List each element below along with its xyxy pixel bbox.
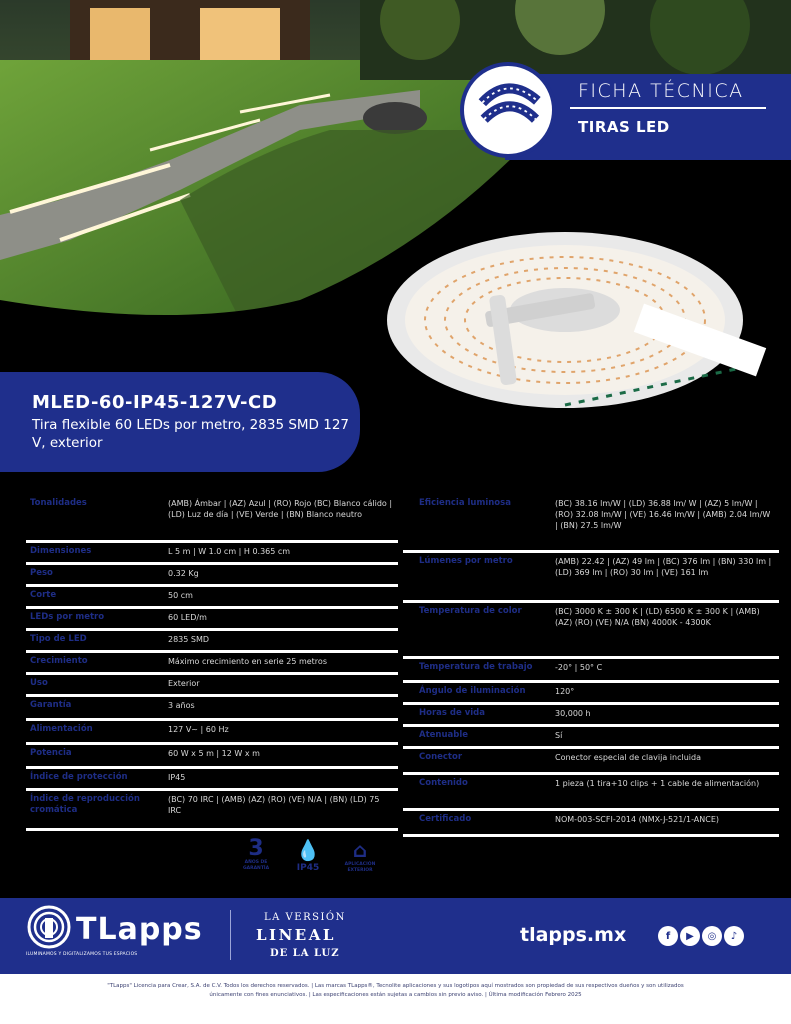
slogan-line-2: LINEAL [256,926,336,944]
led-strip-reel-image [385,225,775,425]
spec-value: NOM-003-SCFI-2014 (NMX-J-521/1-ANCE) [555,815,720,824]
footer-divider [230,910,231,960]
product-line-label: TIRAS LED [578,118,670,136]
spec-row [26,745,398,769]
water-drop-icon: 💧 [295,838,321,862]
spec-row [26,631,398,653]
spec-value: -20° | 50° C [555,663,603,672]
slogan-line-3: DE LA LUZ [270,948,340,959]
spec-value: (BC) 70 IRC | (AMB) (AZ) (RO) (VE) N/A | (BN) (LD) 75 IRC [168,795,380,815]
spec-value: 2835 SMD [168,635,210,644]
instagram-icon[interactable]: ◎ [702,926,722,946]
spec-value: (BC) 3000 K ± 300 K | (LD) 6500 K ± 300 K | (AMB) (AZ) (RO) (VE) N/A (BN) 4000K - 4300K [555,607,760,627]
spec-label: Alimentación [30,724,93,734]
spec-value: Sí [555,731,563,740]
spec-row [26,653,398,675]
facebook-icon[interactable]: f [658,926,678,946]
slogan-line-1: LA VERSIÓN [264,912,346,923]
warranty-label: AÑOS DE GARANTÍA [242,860,270,871]
spec-row [26,791,398,831]
spec-value: Exterior [168,679,200,688]
spec-row [403,683,779,705]
legal-line-1: "TLapps" Licencia para Crear, S.A. de C.V. Todos los derechos reservados. | Las marcas TLapps®, Tecnolite aplicaciones y sus logotipos aquí mostrados son propiedad de sus respectivos dueños y son utilizados [107,983,684,989]
spec-row [26,587,398,609]
spec-label: Corte [30,590,57,600]
legal-line-2: únicamente con fines enunciativos. | Las especificaciones están sujetas a cambios sin previo aviso. | Última modificación Febrero 2025 [209,992,582,998]
spec-label: Tipo de LED [30,634,87,644]
spec-label: Dimensiones [30,546,92,556]
spec-label: Garantía [30,700,72,710]
spec-row [403,553,779,603]
spec-value: 50 cm [168,591,193,600]
warranty-years: 3 [248,836,264,861]
warranty-icon [236,838,276,872]
spec-value: 120° [555,687,575,696]
brand-tagline: ILUMINAMOS Y DIGITALIZAMOS TUS ESPACIOS [26,952,138,957]
spec-value: 0.32 Kg [168,569,199,578]
led-strip-emblem-icon [460,62,556,158]
spec-value: (BC) 38.16 lm/W | (LD) 36.88 lm/ W | (AZ) 5 lm/W | (RO) 32.08 lm/W | (VE) 16.46 lm/W | (AMB) 2.04 lm/W | (BN) 27.5 lm/W [555,499,771,530]
document-type-label: FICHA TÉCNICA [578,80,744,102]
tiktok-icon[interactable]: ♪ [724,926,744,946]
specs-table-left [26,495,398,831]
website-link[interactable]: tlapps.mx [520,924,627,946]
spec-row [26,675,398,697]
spec-value: IP45 [168,773,186,782]
ip-rating-icon [288,838,328,874]
spec-row [26,721,398,745]
spec-row [403,775,779,811]
trees-backdrop [360,0,791,80]
specs-table-right [403,495,779,837]
brand-logo-text: TLapps [76,912,203,947]
spec-row [403,495,779,553]
spec-value: 60 W x 5 m | 12 W x m [168,749,260,758]
spec-label: Uso [30,678,48,688]
house-icon: ⌂ [352,838,368,862]
ip-rating-label: IP45 [296,863,320,873]
spec-value: Conector especial de clavija incluida [555,753,701,762]
spec-label: Potencia [30,748,72,758]
spec-label: Crecimiento [30,656,88,666]
spec-label: Conector [419,752,463,762]
spec-value: (AMB) 22.42 | (AZ) 49 lm | (BC) 376 lm | (BN) 330 lm | (LD) 369 lm | (RO) 30 lm | (VE) 161 lm [555,557,772,577]
spec-label: Atenuable [419,730,469,740]
spec-row [403,811,779,837]
product-model: MLED-60-IP45-127V-CD [32,392,278,413]
spec-label: Horas de vida [419,708,485,718]
spec-value: 3 años [168,701,195,710]
spec-row [26,495,398,543]
application-label: APLICACIÓN EXTERIOR [344,862,376,873]
feature-icons [236,838,386,882]
spec-label: Certificado [419,814,472,824]
spec-label: Peso [30,568,53,578]
spec-row [403,659,779,683]
social-icons [658,926,744,946]
header-divider [570,107,766,109]
outdoor-application-icon [336,838,384,874]
spec-row [26,609,398,631]
tlapps-logo-icon [26,904,72,950]
spec-value: (AMB) Ámbar | (AZ) Azul | (RO) Rojo (BC) Blanco cálido | (LD) Luz de día | (VE) Verde | (BN) Blanco neutro [168,499,393,519]
spec-value: Máximo crecimiento en serie 25 metros [168,657,327,666]
spec-value: 1 pieza (1 tira+10 clips + 1 cable de alimentación) [555,779,760,788]
spec-value: 30,000 h [555,709,591,718]
spec-row [403,727,779,749]
spec-value: 60 LED/m [168,613,207,622]
spec-row [26,565,398,587]
spec-label: Eficiencia luminosa [419,498,511,508]
legal-notice [0,982,791,1000]
spec-row [26,769,398,791]
spec-label: LEDs por metro [30,612,105,622]
spec-label: Contenido [419,778,468,788]
spec-row [403,749,779,775]
spec-label: Lúmenes por metro [419,556,513,566]
spec-row [403,705,779,727]
spec-value: L 5 m | W 1.0 cm | H 0.365 cm [168,547,291,556]
spec-label: Índice de protección [30,772,128,782]
product-description: Tira flexible 60 LEDs por metro, 2835 SMD 127 V, exterior [32,417,349,451]
spec-label: Tonalidades [30,498,87,508]
spec-value: 127 V~ | 60 Hz [168,725,229,734]
spec-row [403,603,779,659]
youtube-icon[interactable]: ▶ [680,926,700,946]
spec-label: Índice de reproducción cromática [30,794,140,815]
spec-row [26,543,398,565]
spec-label: Temperatura de color [419,606,522,616]
spec-label: Temperatura de trabajo [419,662,533,672]
spec-label: Ángulo de iluminación [419,686,526,696]
spec-row [26,697,398,721]
